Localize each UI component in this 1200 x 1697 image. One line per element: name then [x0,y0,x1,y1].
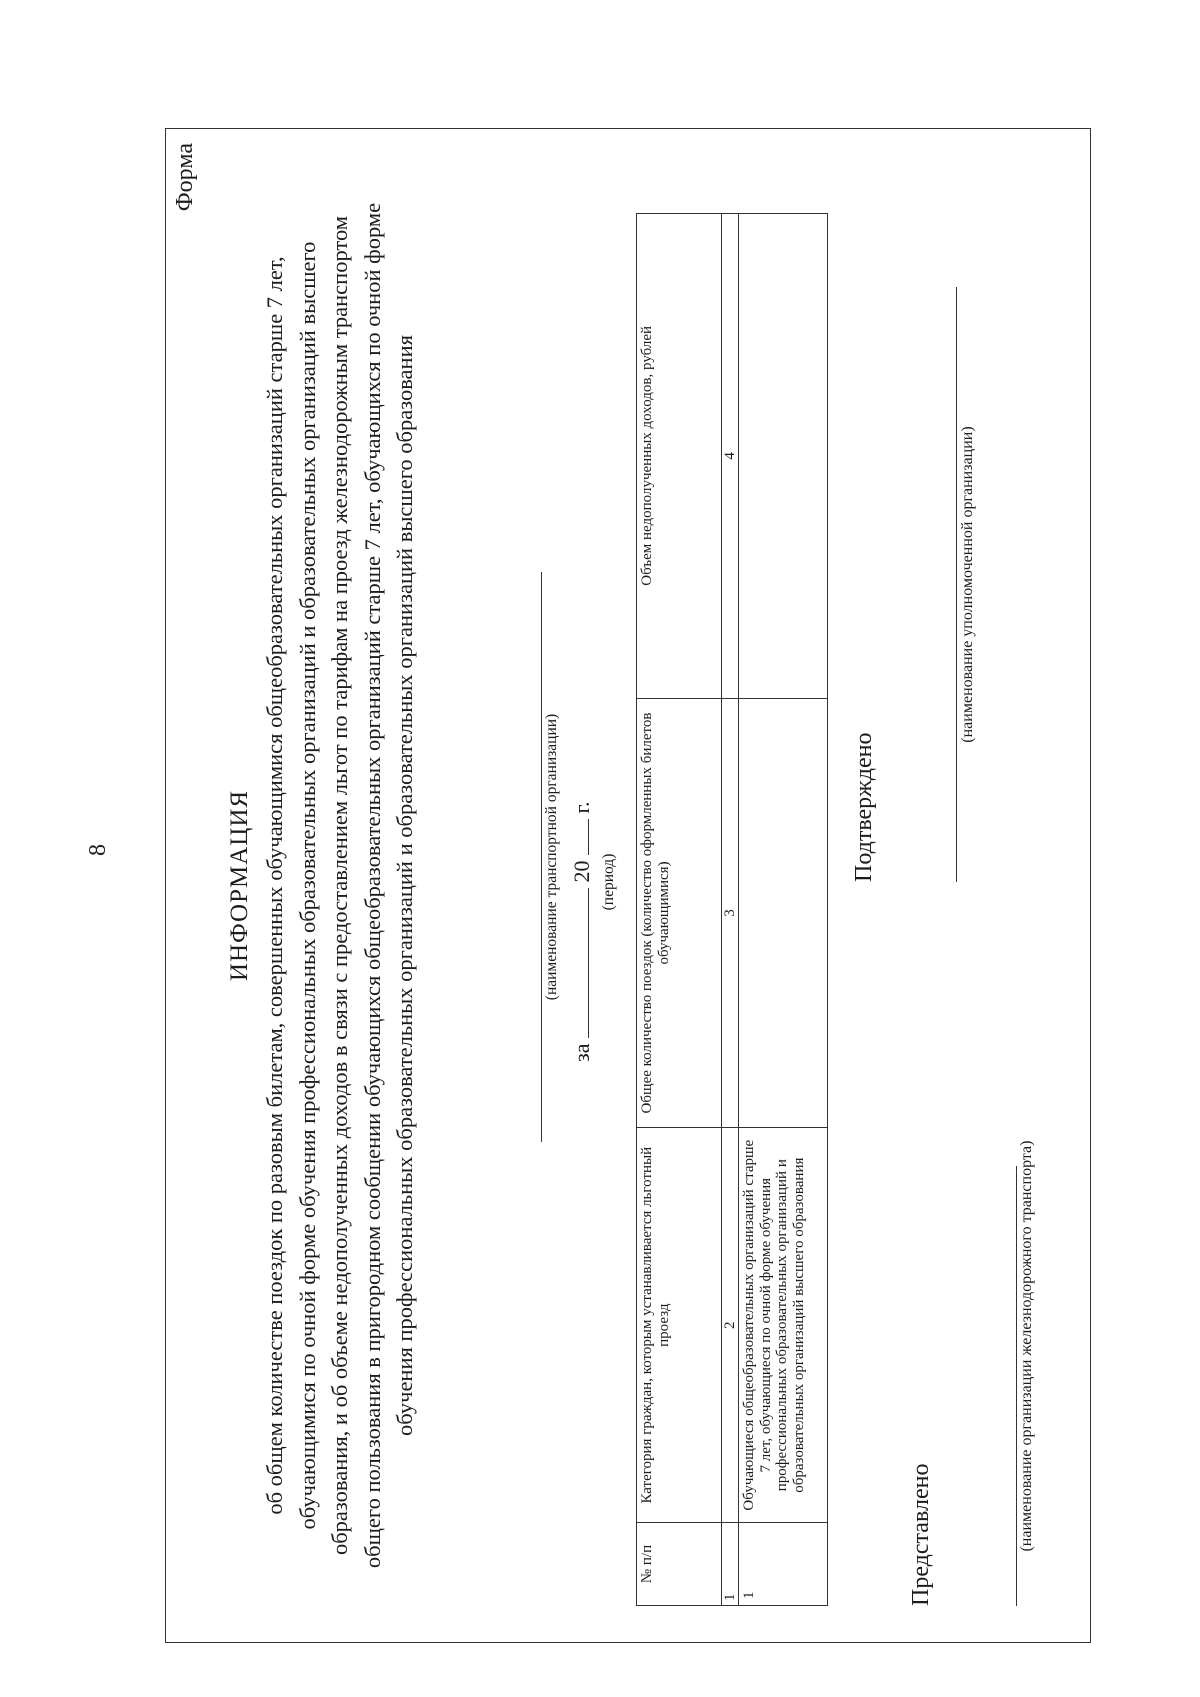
org-name-caption: (наименование транспортной организации) [543,713,560,1001]
period-blank [566,888,589,1038]
presented-label: Представлено [908,1463,934,1606]
column-number: 2 [722,1128,739,1523]
period-prefix: за [569,1043,594,1062]
column-number: 3 [722,698,739,1128]
column-number: 4 [722,214,739,699]
row-revenue-cell[interactable] [739,214,828,699]
header-revenue: Объем недополученных доходов, рублей [637,214,722,699]
row-number: 1 [739,1523,828,1606]
header-trips: Общее количество поездок (количество оформленных билетов обучающимися) [637,698,722,1128]
page-number: 8 [85,844,111,856]
period-year-prefix: 20 [569,860,594,883]
column-number-row [722,214,739,1606]
column-number: 1 [722,1523,739,1606]
confirmed-caption: (наименование уполномоченной организации) [959,426,976,743]
header-category: Категория граждан, которым устанавливается льготный проезд [637,1128,722,1523]
row-category: Обучающиеся общеобразовательных организаций старше 7 лет, обучающиеся по очной форме обучения профессиональных образовательных организаций и образовательных организаций высшего образования [739,1128,828,1523]
header-number: № п/п [637,1523,722,1606]
period-caption: (период) [600,853,617,911]
period-suffix: г. [569,801,594,814]
confirmed-label: Подтверждено [851,732,877,882]
table-header-row [637,214,722,1606]
document-subtitle: об общем количестве поездок по разовым билетам, совершенных обучающимися общеобразовательных организаций старше 7 лет, обучающимися по очной форме обучения профессиональных образовательных организаций и образовательных организаций высшего образования, и об объеме недополученных доходов в связи с предоставлением льгот по тарифам на проезд железнодорожным транспортом общего пользования в пригородном сообщении обучающихся общеобразовательных организаций старше 7 лет, обучающихся по очной форме обучения профессиональных образовательных организаций и образовательных организаций высшего образования [262,202,417,1569]
benefit-table [636,213,828,1606]
org-name-line [541,572,542,1142]
form-label: Форма [172,143,198,212]
document-title: ИНФОРМАЦИЯ [226,789,253,982]
form-sheet [165,128,1091,1643]
confirmed-line [956,287,957,882]
period-row [566,801,595,1062]
table-row [739,214,828,1606]
row-trips-cell[interactable] [739,698,828,1128]
presented-caption: (наименование организации железнодорожного транспорта) [1018,1140,1035,1552]
period-year-blank [566,819,589,855]
presented-line [1016,1166,1017,1606]
